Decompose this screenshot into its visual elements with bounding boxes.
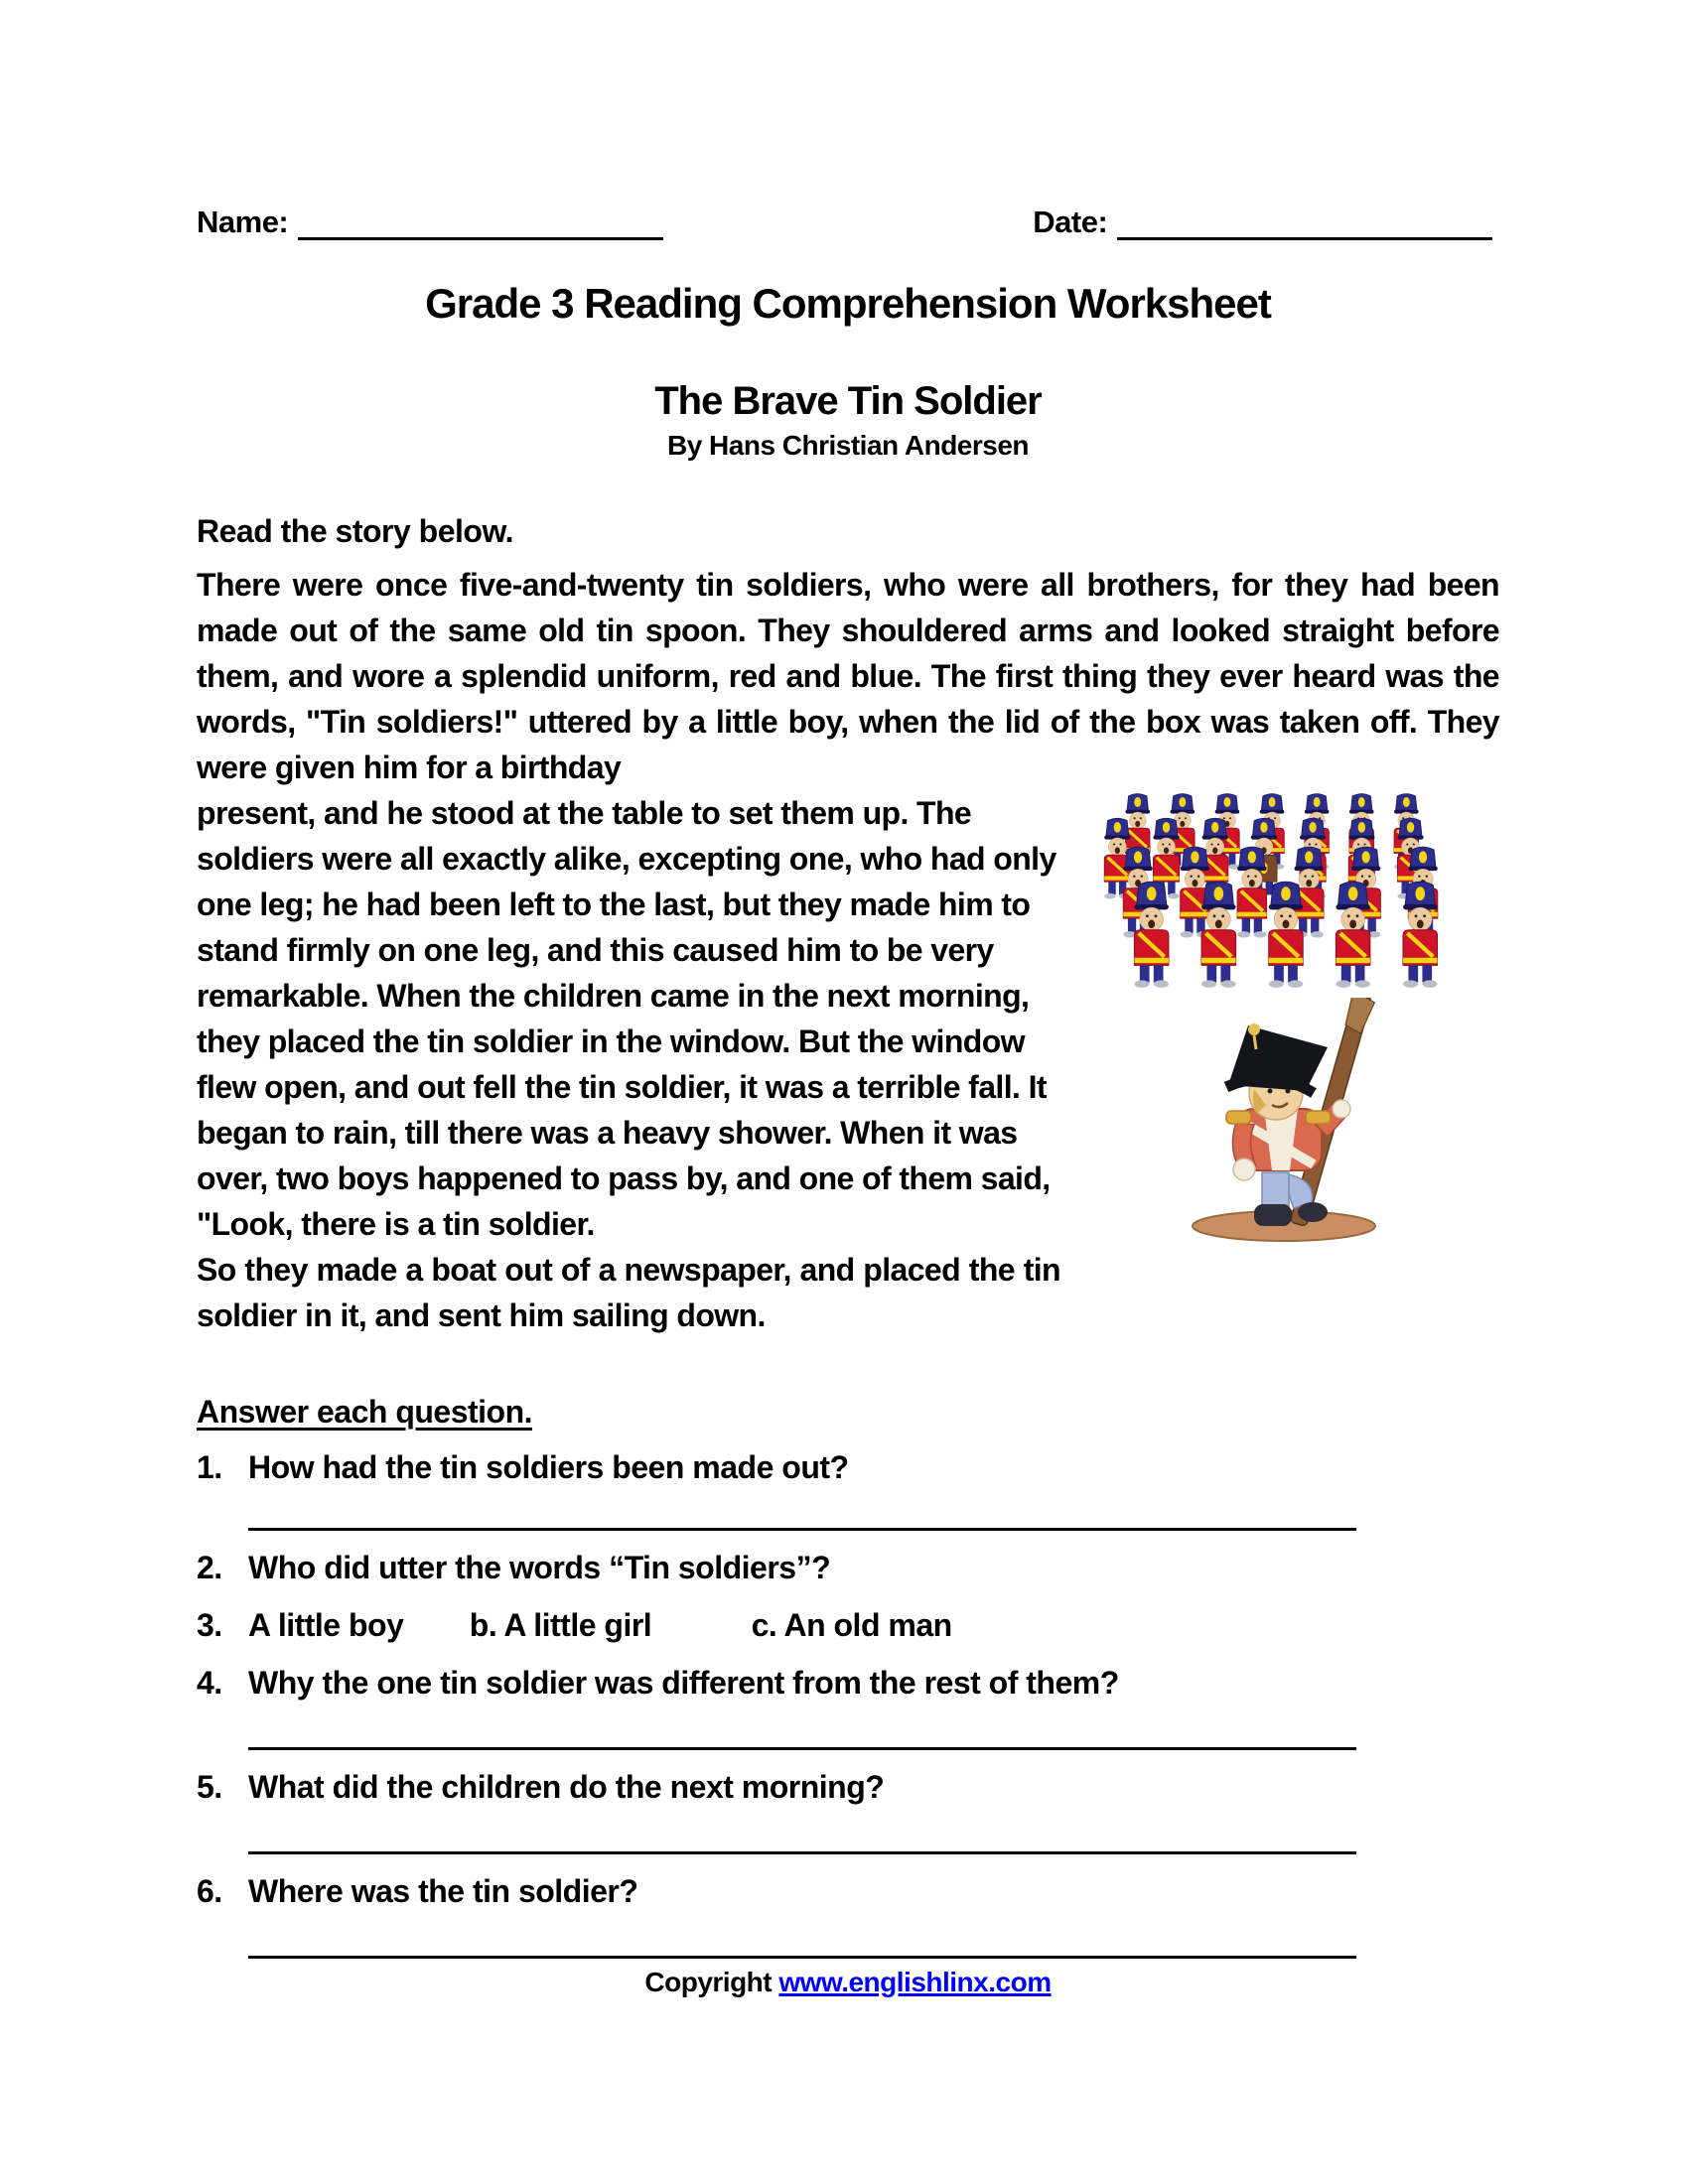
question-4-text: Why the one tin soldier was different from the rest of them?: [248, 1665, 1119, 1701]
name-label: Name:: [197, 205, 289, 239]
answer-line-1[interactable]: [248, 1488, 1356, 1531]
question-6-number: 6.: [197, 1873, 222, 1909]
option-a-little-boy[interactable]: A little boy: [248, 1607, 404, 1643]
question-2-number: 2.: [197, 1550, 222, 1585]
story-illustrations: [1082, 790, 1499, 1246]
answer-instruction: Answer each question.: [197, 1394, 533, 1430]
question-3-number: 3.: [197, 1607, 222, 1643]
option-c-old-man[interactable]: c. An old man: [751, 1607, 952, 1643]
question-1-number: 1.: [197, 1449, 222, 1485]
story-paragraph-2: present, and he stood at the table to set them up. The soldiers were all exactly alike, excepting one, who had only one leg; he had been left to the last, but they made him to stand firmly on one leg, and this caused him to be very remarkable. When the children came in the next morning, they placed the tin soldier in the window. But the window flew open, and out fell the tin soldier, it was a terrible fall. It began to rain, till there was a heavy shower. When it was over, two boys happened to pass by, and one of them said, "Look, there is a tin soldier.: [197, 795, 1056, 1242]
date-input-line[interactable]: [1117, 204, 1492, 240]
question-6: [197, 1870, 1499, 1912]
question-2: [197, 1547, 1499, 1588]
question-1: [197, 1446, 1499, 1488]
tin-soldier-image: [1177, 998, 1405, 1246]
question-2-text: Who did utter the words “Tin soldiers”?: [248, 1550, 831, 1585]
copyright-label: Copyright: [644, 1967, 773, 1997]
question-4-number: 4.: [197, 1665, 222, 1701]
name-input-line[interactable]: [298, 204, 663, 240]
copyright-link[interactable]: www.englishlinx.com: [778, 1967, 1052, 1997]
question-5-text: What did the children do the next morning?: [248, 1769, 885, 1805]
story-title: The Brave Tin Soldier: [654, 379, 1042, 423]
date-label: Date:: [1033, 205, 1108, 239]
story-paragraph-3: So they made a boat out of a newspaper, and placed the tin soldier in it, and sent him sailing down.: [197, 1252, 1060, 1333]
question-3-options: [197, 1604, 1499, 1646]
answer-line-5[interactable]: [248, 1808, 1356, 1854]
answer-line-4[interactable]: [248, 1704, 1356, 1750]
story-flow: [197, 790, 1499, 1247]
footer: [197, 1967, 1499, 1998]
story-byline: By Hans Christian Andersen: [666, 430, 1030, 461]
question-3-options-text: [248, 1604, 1499, 1646]
worksheet-title: Grade 3 Reading Comprehension Worksheet: [425, 280, 1271, 327]
name-date-row: [197, 199, 1499, 240]
question-4: [197, 1662, 1499, 1704]
tin-soldiers-group-image: [1082, 790, 1499, 994]
question-6-text: Where was the tin soldier?: [248, 1873, 638, 1909]
question-5: [197, 1766, 1499, 1808]
answer-line-6[interactable]: [248, 1912, 1356, 1959]
option-b-little-girl[interactable]: b. A little girl: [469, 1607, 652, 1643]
question-5-number: 5.: [197, 1769, 222, 1805]
question-1-text: How had the tin soldiers been made out?: [248, 1449, 849, 1485]
read-instruction: Read the story below.: [197, 513, 514, 549]
single-soldier-wrap: [1082, 998, 1499, 1246]
story-paragraph-1: There were once five-and-twenty tin soldiers, who were all brothers, for they had been made out of the same old tin spoon. They shouldered arms and looked straight before them, and wore a splendid uniform, red and blue. The first thing they ever heard was the words, "Tin soldiers!" uttered by a little boy, when the lid of the box was taken off. They were given him for a birthday: [197, 567, 1499, 785]
